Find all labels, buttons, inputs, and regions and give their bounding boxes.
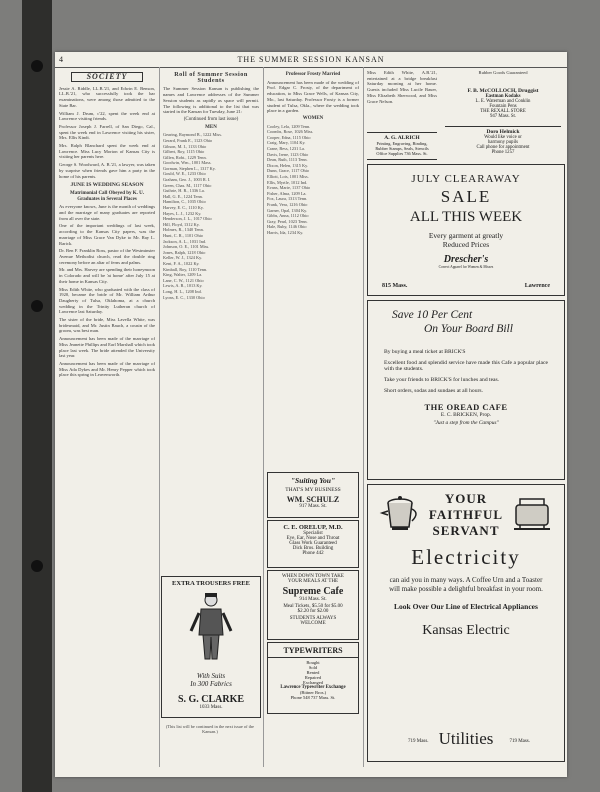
student-entry: Dixon, Helen, 1315 Ky. (267, 162, 309, 168)
student-entry: Harris, Ida, 1234 Ky. (267, 229, 304, 235)
roll-intro: The Summer Session Kansan is publishing the names and Lawrence addresses of the Summer Session students as rapidly as space will permit. The following is additional to the list that was started in the Kansan for Tuesday, June 21: (163, 86, 259, 115)
student-entry: Hamilton, C., 1035 Ohio (163, 199, 206, 205)
page-number: 4 (59, 55, 63, 64)
student-entry: Frank, Vera, 1216 Ohio (267, 201, 308, 207)
student-entry: Craig, Mary, 1104 Ky. (267, 140, 306, 146)
student-entry: Dean, Ruth, 1113 Tenn. (267, 157, 308, 163)
wedding-paragraph: Announcement has been made of the marriage of Miss Jeanette Phillips and Earl Marshall which took place last week. The bride attended the University last year. (59, 336, 155, 359)
student-entry: Harvey, E. C., 1110 Ky. (163, 205, 204, 211)
student-entry: Hale, Ruby, 1146 Ohio (267, 224, 307, 230)
student-entry: Gearing, Raymond B., 1222 Miss. (163, 132, 222, 138)
student-entry: Jones, Ralph, 1218 Ohio (163, 249, 206, 255)
supreme-cafe-ad: WHEN DOWN TOWN TAKE YOUR MEALS AT THE Supreme Cafe 914 Mass. St. Meal Tickets, $5.50 for $5.00 $2.20 for $2.00 STUDENTS ALWAYS WELCOME (267, 570, 359, 640)
binder-edge (22, 0, 52, 792)
student-entry: Gilbert, Roy, 1115 Ohio (163, 149, 205, 155)
footer-note: (This list will be continued in the next issue of the Kansan.) (161, 720, 259, 770)
personal-column (367, 70, 437, 140)
student-entry: Evans, Marie, 1137 Ohio (267, 185, 311, 191)
clearaway-sale-ad: JULY CLEARAWAY SALE ALL THIS WEEK Every garment at greatly Reduced Prices Drescher's Correct Apparel for Women & Misses 815 Mass. Lawrence (367, 164, 565, 296)
wedding-subheading: Matrimonial Call Obeyed by K. U. Graduates in Several Places (69, 190, 145, 202)
student-entry: Gorman, Stephen L., 1317 Ky. (163, 165, 216, 171)
student-entry: Fisher, Alma, 1209 La. (267, 190, 307, 196)
student-entry: Garner, Opal, 1304 Ky. (267, 207, 308, 213)
student-entry: Cooper, Edna, 1115 Ohio (267, 134, 311, 140)
frosty-text: Announcement has been made of the wedding of Prof. Edgar C. Frosty, of the department of education, to Miss Grace Wells, of Kansas City, Mo., last Saturday. Professor Frosty is a former student of Tulsa, Okla., where the wedding took place in a garden. (267, 79, 359, 114)
student-entry: Lane, C. W., 1121 Ohio (163, 277, 204, 283)
coffee-urn-icon (378, 493, 422, 537)
society-paragraph: George S. Woodward, A. B.'21, a lawyer, was taken by surprise when friends gave him a party in the home of his parents. (59, 162, 155, 179)
student-entry: Gerard, Frank E., 1123 Ohio (163, 137, 213, 143)
student-entry: Johnson, O. E., 1101 Miss. (163, 244, 210, 250)
wedding-paragraph: As everyone knows, June is the month of weddings and the marriage of many graduates are reported from all over the state. (59, 204, 155, 221)
student-entry: Graham, Geo. J., 1003 R. I. (163, 177, 211, 183)
men-label: MEN (205, 124, 217, 130)
society-paragraph: Professor Joseph J. Farrell, of San Diego, Cal., spent the week end in Lawrence visiting his sister, Mrs. Ellis Kindt. (59, 123, 155, 141)
frosty-title: Professor Frosty Married (285, 72, 341, 77)
student-entry: Crane, Bess, 1231 La. (267, 146, 305, 151)
society-paragraph: Mrs. Ralph Blanchard spent the week end at Lawrence. Miss Lucy Morton of Kansas City is visiting her parents here. (59, 143, 155, 160)
student-entry: Jackson, A. L., 1031 Ind. (163, 238, 207, 244)
wedding-paragraph: Miss Edith White, who graduated with the class of 1920, became the bride of Mr. William Arthur Daugherty of Tulsa, Oklahoma, at a church wedding in the Trinity Lutheran church of Lawrence last Saturday. (59, 286, 155, 315)
student-entry: Gillen, Robt., 1229 Tenn. (163, 154, 207, 160)
student-entry: Coombs, Rose, 1026 Miss. (267, 129, 314, 135)
student-entry: Gibbs, Anna, 1112 Ohio (267, 213, 309, 219)
roll-name-list (163, 132, 259, 300)
suited-man-icon (181, 591, 241, 661)
student-entry: Ellis, Myrtle, 1012 Ind. (267, 179, 308, 185)
masthead (55, 54, 567, 68)
student-entry: Keller, W. J., 1324 Ky. (163, 255, 203, 261)
student-entry: Elliott, Lois, 1001 Miss. (267, 173, 309, 179)
doro-helmick-ad: Doro Helmick Would like voice or harmony pupils Call phone for appointment Phone 1257 (445, 126, 561, 159)
women-name-list (267, 124, 359, 236)
clarke-trousers-ad: EXTRA TROUSERS FREE With Suits In 300 Fabrics S. G. CLARKE 1033 Mass. (161, 576, 261, 718)
student-entry: Dunn, Grace, 1117 Ohio (267, 168, 310, 174)
student-entry: Cooley, Lela, 1209 Tenn. (267, 123, 311, 129)
roll-column (163, 70, 259, 570)
student-entry: Henderson, J. L., 1017 Ohio (163, 216, 212, 222)
student-entry: Hayes, L. J., 1232 Ky. (163, 210, 202, 216)
student-entry: Hill, Floyd, 1312 Ky. (163, 221, 200, 227)
mccolloch-ad: F. B. McCOLLOCH, Druggist Eastman Kodaks L. E. Waterman and Conklin Fountain Pens THE REXALL STORE 947 Mass. St. (445, 88, 561, 122)
kansas-electric-ad: YOUR FAITHFUL SERVANT Electricity can aid you in many ways. A Coffee Urn and a Toaster will make possible a delightful breakfast in your room. Look Over Our Line of Electrical Appliances Kansas Electric 719 Mass. Utilities 719 Mass. (367, 484, 565, 762)
student-entry: Guthrie, H. R., 1336 La. (163, 188, 205, 194)
society-paragraph: Jessie A. Riddle, LL.B.'21, and Edwin E. Benson, LL.B.'21, who successfully took the bar examinations, were among those admitted to the State Bar. (59, 85, 155, 108)
typewriter-ad: TYPEWRITERS Bought Sold Rented Repaired Exchanged Lawrence Typewriter Exchange (Bittner Bros.) Phone 548 737 Mass. St. (267, 642, 359, 714)
rexall-notice: Rubber Goods Guaranteed (478, 70, 528, 75)
student-entry: Goodwin, Wm., 1001 Mass. (163, 160, 212, 166)
student-entry: Fox, Laura, 1313 Tenn. (267, 196, 308, 202)
student-entry: Gould, W. E., 1233 Ohio (163, 171, 206, 177)
newspaper-title: THE SUMMER SESSION KANSAN (237, 55, 385, 64)
student-entry: Gibson, M. I., 1133 Ohio (163, 143, 207, 149)
student-entry: Davis, Irene, 1123 Ohio (267, 151, 309, 157)
society-paragraph: William J. Drum, c'22, spent the week end at Lawrence visiting friends. (59, 110, 155, 122)
wedding-paragraph: Announcement has been made of the marriage of Miss Ada Dykes and Mr. Henry Pepper which took place this spring in Leavenworth. (59, 360, 155, 378)
student-entry: Lewis, A. R., 1013 Ky. (163, 283, 203, 289)
society-heading-box (71, 72, 143, 82)
wedding-paragraph: The sister of the bride, Miss Lavella White, was bridesmaid, and Mr. Justin Bauch, a cousin of the groom, was best man. (59, 317, 155, 334)
roll-continued: (Continued from last issue) (183, 116, 239, 122)
orelup-ad: C. E. ORELUP, M.D. Specialist Eye, Ear, Nose and Throat Glass Work Guaranteed Dick Bros. Building Phone 442 (267, 520, 359, 568)
women-label: WOMEN (302, 115, 324, 121)
toaster-icon (510, 495, 554, 535)
student-entry: Kent, F. A., 1022 Ky. (163, 260, 200, 266)
personal-text: Miss Edith White, A.B.'21, entertained at a bridge breakfast Saturday morning at her home. Guests included Miss Lucile Bauer, Miss Elizabeth Sherwood, and Miss Grace Nelson. (367, 70, 437, 104)
student-entry: Green, Chas. M., 1117 Ohio (163, 182, 212, 188)
suiting-ad: "Suiting You" THAT'S MY BUSINESS WM. SCHULZ 917 Mass. St. (267, 472, 359, 518)
student-entry: Hunt, C. R., 1101 Ohio (163, 233, 203, 239)
roll-title: Roll of Summer Session Students (174, 71, 248, 84)
society-column (59, 70, 155, 770)
student-entry: Kimball, Roy, 1110 Tenn. (163, 266, 208, 272)
student-entry: Hall, G. E., 1224 Tenn. (163, 193, 203, 199)
society-heading: SOCIETY (86, 72, 128, 81)
wedding-paragraph: Mr. and Mrs. Harvey are spending their honeymoon in Colorado and will be 'at home' after July 15 at their home in Kansas City. (59, 267, 155, 284)
student-entry: Gray, Pearl, 1023 Tenn. (267, 218, 308, 224)
drescher-logo: Drescher's (443, 254, 489, 265)
student-entry: Holmes, R., 1340 Tenn. (163, 227, 204, 233)
wedding-paragraph: Dr. Ben F. Franklin Ross, pastor of the Westminster Avenue Methodist church, read the double ring ceremony before an altar of ferns and palms. (59, 248, 155, 265)
student-entry: Lyons, E. C., 1330 Ohio (163, 294, 205, 300)
alrich-ad: A. G. ALRICH Printing, Engraving, Binding, Rubber Stamps, Seals, Stencils Office Supplies 736 Mass. St. (367, 132, 437, 160)
wedding-paragraph: One of the important weddings of last week, according to the Kansas City papers, was the marriage of Miss Grace Van Dyke to Mr. Ray L. Rarick. (59, 223, 155, 246)
bricks-cafe-ad: Save 10 Per Cent On Your Board Bill By buying a meal ticket at BRICK'S Excellent food and splendid service have made this Cafe a popular place with the students. Take your friends to BRICK'S for lunches and teas. Short orders, sodas and sundaes at all hours. THE OREAD CAFE E. C. BRICKEN, Prop. "Just a step from the Campus" (367, 300, 565, 480)
newspaper-page (55, 52, 567, 777)
student-entry: Long, H. L., 1208 Ind. (163, 288, 202, 294)
student-entry: King, Walter, 1209 La. (163, 272, 203, 278)
wedding-heading: JUNE IS WEDDING SEASON (70, 182, 144, 189)
